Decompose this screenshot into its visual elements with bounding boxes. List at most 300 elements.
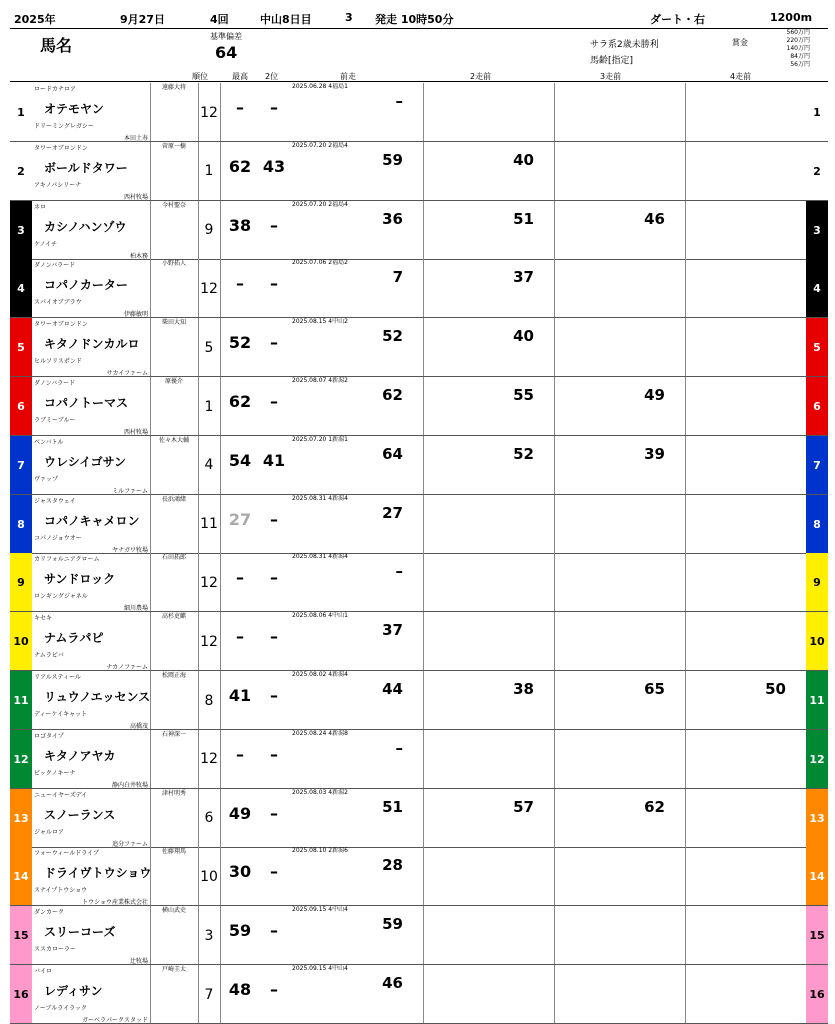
prev-race-2 xyxy=(423,377,555,436)
best-index: – xyxy=(236,744,244,764)
jockey xyxy=(150,436,199,495)
prev-race-4 xyxy=(685,259,807,318)
dam: ビックノキーナ xyxy=(34,769,76,777)
venue: 中山8日目 xyxy=(260,13,312,26)
prev-race-2 xyxy=(423,83,555,142)
prev-race-3 xyxy=(554,906,686,965)
prev-race-4 xyxy=(685,965,807,1024)
owner: 本田土寿 xyxy=(123,135,148,142)
prev2-speed: 55 xyxy=(513,386,534,404)
prev-race-2 xyxy=(423,318,555,377)
rank: 8 xyxy=(198,671,221,730)
dam: ノーブルライラック xyxy=(34,1005,87,1012)
prev1-date: 2025.09.15 4中山4 xyxy=(292,965,348,972)
prev3-speed: 65 xyxy=(644,680,665,698)
second-index: – xyxy=(270,921,278,941)
jockey xyxy=(150,83,199,142)
best-index: 41 xyxy=(228,686,252,705)
rank: 6 xyxy=(198,789,221,848)
table-row[interactable] xyxy=(10,730,828,789)
prev-race-2 xyxy=(423,612,555,671)
prize-list xyxy=(770,29,810,69)
horse-cell xyxy=(32,906,151,965)
owner: 追分ファーム xyxy=(112,840,148,848)
jockey-name: 石神深一 xyxy=(161,730,186,738)
prev-race-1 xyxy=(292,436,424,495)
post-number-right: 13 xyxy=(806,789,828,848)
best-index: 49 xyxy=(228,803,252,823)
prev-race-3 xyxy=(554,965,686,1024)
sire: ジャスタウェイ xyxy=(34,497,76,505)
post-number-right: 3 xyxy=(806,201,828,260)
owner: 静内白井牧場 xyxy=(111,781,148,789)
prev1-date: 2025.08.31 4新潟4 xyxy=(292,553,348,561)
jockey xyxy=(150,142,199,201)
horse-cell xyxy=(32,377,151,436)
dam: ロンギングジャネル xyxy=(34,593,88,601)
start-time: 発走 10時50分 xyxy=(375,13,454,26)
table-row[interactable] xyxy=(10,142,828,201)
prev-race-3 xyxy=(554,612,686,671)
post-number: 4 xyxy=(10,259,32,318)
owner: 西村牧場 xyxy=(123,193,148,201)
prev-race-2 xyxy=(423,730,555,789)
post-number: 15 xyxy=(10,906,32,965)
prev-race-3 xyxy=(554,789,686,848)
owner: トウショウ産業株式会社 xyxy=(82,899,148,907)
rank: 12 xyxy=(198,553,221,612)
horse-name[interactable]: コパノカーター xyxy=(44,278,128,293)
post-number: 12 xyxy=(10,730,32,789)
prev-race-1 xyxy=(292,553,424,612)
horse-name[interactable]: コパノトーマス xyxy=(44,396,129,410)
post-number-right: 12 xyxy=(806,730,828,789)
jockey xyxy=(150,495,199,554)
dam: コパノジョウオー xyxy=(34,534,82,542)
prev1-date: 2025.08.02 4新潟4 xyxy=(292,671,348,678)
prize-3: 140万円 xyxy=(786,45,810,52)
prev1-speed: – xyxy=(395,738,403,757)
second-index: – xyxy=(270,274,278,294)
prev-race-2 xyxy=(423,847,555,906)
rank: 12 xyxy=(198,83,221,142)
prev-race-4 xyxy=(685,847,807,906)
prev3-speed: 46 xyxy=(644,209,665,228)
best-index: – xyxy=(236,568,244,588)
post-number-right: 7 xyxy=(806,436,828,495)
rank: 12 xyxy=(198,730,221,789)
second-index: – xyxy=(270,744,278,764)
jockey xyxy=(150,259,199,318)
jockey-name: 小野拓人 xyxy=(161,260,186,268)
prev-race-4 xyxy=(685,377,807,436)
horse-name[interactable]: ナムラパピ xyxy=(44,631,104,646)
jockey-name: 津村明秀 xyxy=(161,789,186,797)
dam: ヒルソリスポンド xyxy=(34,358,82,366)
prev-race-1 xyxy=(292,612,424,671)
date: 9月27日 xyxy=(120,13,165,26)
horse-name[interactable]: スノーランス xyxy=(44,807,116,822)
horse-cell xyxy=(32,83,151,142)
post-number: 5 xyxy=(10,318,32,377)
prev-race-4 xyxy=(685,436,807,495)
rank: 11 xyxy=(198,495,221,554)
dam: ディーケイキャット xyxy=(34,711,88,718)
jockey xyxy=(150,377,199,436)
sire: ロゴタイプ xyxy=(34,732,64,740)
owner: サカイファーム xyxy=(106,370,148,378)
prev-race-3 xyxy=(554,318,686,377)
sire: タワーオブロンドン xyxy=(34,144,88,152)
jockey-name: 佐藤翔馬 xyxy=(161,848,186,856)
prev1-speed: 44 xyxy=(382,680,403,698)
col-rank: 順位 xyxy=(192,72,208,81)
jockey xyxy=(150,671,199,730)
rank: 7 xyxy=(198,965,221,1024)
table-row[interactable] xyxy=(10,377,828,436)
horse-cell xyxy=(32,436,151,495)
prev1-date: 2025.07.06 2福島2 xyxy=(292,259,348,267)
horse-cell xyxy=(32,847,151,906)
horse-name[interactable]: サンドロック xyxy=(44,572,116,587)
rank: 3 xyxy=(198,906,221,965)
jockey-name: 今村聖奈 xyxy=(161,201,186,209)
prev-race-3 xyxy=(554,847,686,906)
prev1-speed: 62 xyxy=(382,386,403,404)
prev1-date: 2025.06.28 4福島1 xyxy=(292,83,348,90)
prev2-speed: 40 xyxy=(513,150,534,169)
best-index: 52 xyxy=(228,333,252,353)
horse-name[interactable]: リュウノエッセンス xyxy=(44,690,151,704)
second-index: – xyxy=(270,215,278,235)
rank: 1 xyxy=(198,142,221,201)
horse-name[interactable]: キタノドンカルロ xyxy=(44,337,140,352)
second-index: – xyxy=(270,392,278,411)
post-number: 3 xyxy=(10,201,32,260)
prev1-speed: 7 xyxy=(392,268,403,287)
prev-race-1 xyxy=(292,965,424,1024)
jockey-name: 佐々木大輔 xyxy=(158,436,189,444)
prev-race-2 xyxy=(423,142,555,201)
table-row[interactable] xyxy=(10,906,828,965)
prev-race-2 xyxy=(423,671,555,730)
best-index: 27 xyxy=(228,509,252,529)
col-prev3: 3走前 xyxy=(600,72,622,81)
post-number: 6 xyxy=(10,377,32,436)
post-number: 8 xyxy=(10,495,32,554)
jockey-name: 横山武史 xyxy=(161,907,186,915)
best-index: – xyxy=(236,627,244,647)
prev1-date: 2025.08.03 4新潟2 xyxy=(292,788,348,796)
prev-race-4 xyxy=(685,612,807,671)
horse-name[interactable]: スリーコーズ xyxy=(44,925,116,940)
second-index: – xyxy=(270,803,278,823)
jockey xyxy=(150,318,199,377)
best-index: 38 xyxy=(228,215,252,235)
post-number-right: 4 xyxy=(806,259,828,318)
horse-cell xyxy=(32,789,151,848)
prev-race-3 xyxy=(554,495,686,554)
rank: 9 xyxy=(198,201,221,260)
prev2-speed: 52 xyxy=(513,444,534,463)
owner: ミルファーム xyxy=(112,487,148,495)
prev-race-2 xyxy=(423,553,555,612)
prev1-date: 2025.07.20 1新潟1 xyxy=(292,435,348,443)
post-number-right: 16 xyxy=(806,965,828,1024)
prev-race-1 xyxy=(292,318,424,377)
best-index: 62 xyxy=(228,392,252,411)
table-row[interactable] xyxy=(10,495,828,554)
horse-name[interactable]: カシノハンゾウ xyxy=(44,219,127,234)
prev-race-2 xyxy=(423,201,555,260)
prev-race-1 xyxy=(292,789,424,848)
second-index: – xyxy=(270,509,278,529)
prev-race-3 xyxy=(554,436,686,495)
dam: ジャルロア xyxy=(34,828,64,836)
sire: ニューイヤーズデイ xyxy=(34,791,88,799)
sire: タワーオブロンドン xyxy=(34,321,88,329)
owner: ガーベラパークスタッド xyxy=(82,1017,148,1024)
prev-race-3 xyxy=(554,553,686,612)
horse-cell xyxy=(32,318,151,377)
year: 2025年 xyxy=(14,13,56,26)
table-row[interactable] xyxy=(10,789,828,848)
best-index: – xyxy=(236,98,244,117)
sire: ロードカナロア xyxy=(34,86,76,93)
col-prev4: 4走前 xyxy=(730,72,752,81)
horse-name[interactable]: ドライヴトウショウ xyxy=(44,866,152,881)
prev1-date: 2025.08.07 4新潟2 xyxy=(292,377,348,384)
jockey-name: 柴田大知 xyxy=(161,319,186,327)
post-number: 7 xyxy=(10,436,32,495)
prev-race-2 xyxy=(423,436,555,495)
prize-label: 賞金 xyxy=(732,38,748,47)
second-index: – xyxy=(270,686,278,705)
dam: スパイオブブラウ xyxy=(34,299,82,307)
prev-race-1 xyxy=(292,847,424,906)
best-index: – xyxy=(236,274,244,294)
prev1-speed: 64 xyxy=(382,444,403,463)
best-index: 62 xyxy=(228,156,252,176)
prev2-speed: 37 xyxy=(513,268,534,287)
prev3-speed: 39 xyxy=(644,444,665,463)
prize-2: 220万円 xyxy=(786,37,810,44)
best-index: 30 xyxy=(228,862,252,882)
jockey-name: 高杉吏麒 xyxy=(161,613,186,621)
post-number-right: 9 xyxy=(806,553,828,612)
table-row[interactable] xyxy=(10,671,828,730)
owner: 柏木務 xyxy=(129,252,148,260)
jockey xyxy=(150,553,199,612)
table-row[interactable] xyxy=(10,318,828,377)
table-row[interactable] xyxy=(10,436,828,495)
second-index: 43 xyxy=(262,156,286,176)
jockey xyxy=(150,906,199,965)
owner: 細川農場 xyxy=(123,605,148,613)
dam: スナイプトウショウ xyxy=(34,887,88,895)
post-number-right: 8 xyxy=(806,495,828,554)
prev1-speed: 37 xyxy=(382,621,403,640)
prev-race-4 xyxy=(685,318,807,377)
col-prev1: 前走 xyxy=(340,72,356,81)
col-second: 2位 xyxy=(265,72,279,81)
post-number: 1 xyxy=(10,83,32,142)
post-number: 11 xyxy=(10,671,32,730)
jockey-name: 戸崎圭太 xyxy=(161,966,186,973)
sire: キセキ xyxy=(34,615,53,623)
prev-race-4 xyxy=(685,789,807,848)
prev1-speed: 28 xyxy=(382,856,403,875)
prev-race-1 xyxy=(292,671,424,730)
prev1-date: 2025.07.20 2福島4 xyxy=(292,200,348,208)
prev1-speed: 59 xyxy=(382,150,403,169)
dam: ススカローラー xyxy=(34,946,77,954)
sire: ダンカーク xyxy=(34,909,65,917)
prev1-speed: 36 xyxy=(382,209,403,228)
col-best: 最高 xyxy=(232,72,248,81)
round: 4回 xyxy=(210,13,229,26)
prev1-date: 2025.07.20 2福島4 xyxy=(292,141,348,149)
horse-cell xyxy=(32,730,151,789)
prev1-speed: 27 xyxy=(382,503,403,522)
prev1-date: 2025.08.15 4中山2 xyxy=(292,318,348,326)
prev-race-1 xyxy=(292,730,424,789)
owner: 辻牧場 xyxy=(129,958,148,966)
prev1-speed: 51 xyxy=(382,797,403,816)
prev2-speed: 51 xyxy=(513,209,534,228)
prev-race-2 xyxy=(423,495,555,554)
prev-race-1 xyxy=(292,495,424,554)
prev-race-2 xyxy=(423,789,555,848)
jockey xyxy=(150,730,199,789)
prev3-speed: 49 xyxy=(644,386,665,404)
sire: ベンバトル xyxy=(34,438,64,446)
jockey xyxy=(150,612,199,671)
prize-4: 84万円 xyxy=(790,53,810,60)
prev-race-4 xyxy=(685,730,807,789)
prize-5: 56万円 xyxy=(790,61,810,68)
second-index: – xyxy=(270,627,278,647)
prev1-date: 2025.08.31 4新潟4 xyxy=(292,494,348,502)
sire: カリフォルニアクローム xyxy=(34,556,100,564)
race-header xyxy=(10,8,828,29)
jockey-name: 石田拓郎 xyxy=(161,554,186,562)
col-prev2: 2走前 xyxy=(470,72,492,81)
dam: アキノパシリーナ xyxy=(34,181,82,189)
prev-race-3 xyxy=(554,259,686,318)
jockey-name: 長浜鴻緒 xyxy=(161,495,186,503)
prev-race-1 xyxy=(292,142,424,201)
rank: 12 xyxy=(198,259,221,318)
index-value: 64 xyxy=(215,43,238,62)
prev1-date: 2025.08.24 4新潟8 xyxy=(292,729,348,737)
table-row[interactable] xyxy=(10,553,828,612)
prev1-date: 2025.08.06 4中山1 xyxy=(292,612,348,620)
post-number-right: 2 xyxy=(806,142,828,201)
jockey xyxy=(150,965,199,1024)
prev-race-4 xyxy=(685,906,807,965)
prev-race-4 xyxy=(685,83,807,142)
prev1-date: 2025.08.10 2新潟6 xyxy=(292,847,348,855)
prize-1: 560万円 xyxy=(786,29,810,36)
table-row[interactable] xyxy=(10,201,828,260)
prev-race-2 xyxy=(423,965,555,1024)
prev1-speed: 52 xyxy=(382,327,403,346)
table-row[interactable] xyxy=(10,847,828,906)
table-row[interactable] xyxy=(10,83,828,142)
rank: 10 xyxy=(198,847,221,906)
dam: ケノイチ xyxy=(34,240,58,248)
best-index: 59 xyxy=(228,921,252,941)
post-number-right: 10 xyxy=(806,612,828,671)
table-row[interactable] xyxy=(10,612,828,671)
column-header xyxy=(10,29,828,82)
rank: 12 xyxy=(198,612,221,671)
second-index: – xyxy=(270,98,278,117)
post-number: 9 xyxy=(10,553,32,612)
race-class: サラ系2歳未勝利 xyxy=(590,40,659,50)
race-number: 3 xyxy=(345,11,353,24)
horse-name[interactable]: コパノキャメロン xyxy=(44,513,140,528)
surface: ダート・右 xyxy=(650,13,705,26)
best-index: 48 xyxy=(228,980,252,999)
horse-name[interactable]: ウレシイゴサン xyxy=(44,454,127,469)
horse-cell xyxy=(32,671,151,730)
jockey xyxy=(150,789,199,848)
horse-cell xyxy=(32,553,151,612)
sire: バイロ xyxy=(34,968,53,975)
race-condition: 馬齢[指定] xyxy=(590,56,634,66)
horse-name[interactable]: ボールドタワー xyxy=(44,160,128,175)
horse-cell xyxy=(32,612,151,671)
second-index: – xyxy=(270,862,278,882)
sire: フォーウィールドライブ xyxy=(34,850,99,858)
post-number-right: 1 xyxy=(806,83,828,142)
prev-race-2 xyxy=(423,906,555,965)
dam: ナムラビバ xyxy=(34,652,64,660)
prev1-speed: 46 xyxy=(382,974,403,992)
prev2-speed: 40 xyxy=(513,327,534,346)
table-row[interactable] xyxy=(10,259,828,318)
prev-race-3 xyxy=(554,201,686,260)
sire: ダノンバラード xyxy=(34,262,76,270)
horse-name[interactable]: レディサン xyxy=(44,984,103,998)
post-number-right: 11 xyxy=(806,671,828,730)
post-number: 2 xyxy=(10,142,32,201)
owner: 高橋茂 xyxy=(129,723,148,730)
jockey-name: 遠藤大将 xyxy=(161,84,186,91)
second-index: – xyxy=(270,980,278,999)
dam: ヴァップ xyxy=(34,475,58,483)
horse-name[interactable]: オテモヤン xyxy=(44,102,104,116)
prev-race-1 xyxy=(292,906,424,965)
prev3-speed: 62 xyxy=(644,797,665,816)
second-index: – xyxy=(270,568,278,588)
prev-race-4 xyxy=(685,201,807,260)
rank: 1 xyxy=(198,377,221,436)
prev-race-2 xyxy=(423,259,555,318)
table-row[interactable] xyxy=(10,965,828,1024)
jockey-name: 原優介 xyxy=(164,378,183,385)
horse-name[interactable]: キタノアヤカ xyxy=(44,748,116,763)
prev-race-4 xyxy=(685,553,807,612)
prev-race-1 xyxy=(292,201,424,260)
jockey xyxy=(150,201,199,260)
best-index: 54 xyxy=(228,450,252,470)
dam: ドリーミングレガシー xyxy=(34,123,94,130)
jockey-name: 菅原一樹 xyxy=(161,142,186,150)
sire: リアルスティール xyxy=(34,674,81,681)
